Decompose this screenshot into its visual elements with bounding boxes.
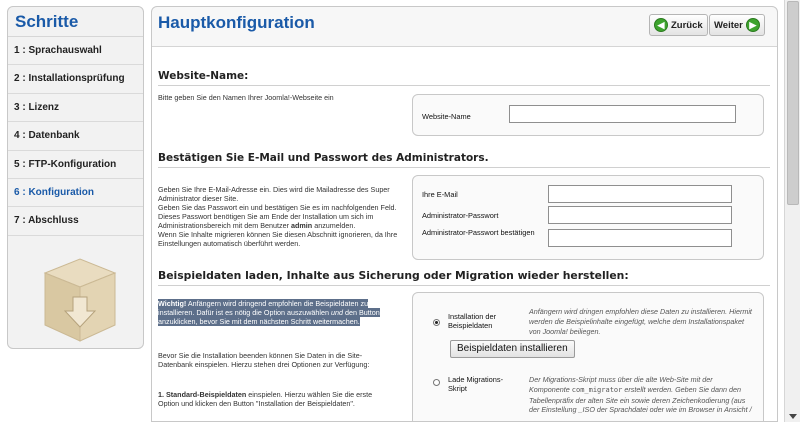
back-button[interactable] <box>649 14 708 36</box>
migration-hint-b: erstellt werden. Geben Sie dann den Tabellenpräfix der alten Site ein sowie deren Zeichenkodierung (aus der Einstellung _ISO der Sprachdatei oder wie im Browser in Ansicht / <box>529 384 752 415</box>
sidebar-item-konfiguration[interactable]: 6 : Konfiguration <box>8 179 143 207</box>
admin-box <box>412 175 764 260</box>
admin-desc-password: Geben Sie das Passwort ein und bestätigen Sie es im nachfolgenden Feld. Dieses Passwort benötigen Sie am Ende der Installation um sich im Administrationsbereich mit dem Benutzer <box>158 203 397 230</box>
radio-install-sample-data[interactable] <box>433 319 440 326</box>
next-button[interactable] <box>709 14 765 36</box>
password-confirm-input[interactable] <box>548 229 732 247</box>
migration-hint-a: Der Migrations-Skript muss über die alte Web-Site mit der Komponente <box>529 375 713 394</box>
site-name-heading: Website-Name: <box>158 70 249 82</box>
admin-desc-email: Geben Sie Ihre E-Mail-Adresse ein. Dies wird die Mailadresse des Super Administrator dieser Site. <box>158 185 390 203</box>
password-label: Administrator-Passwort <box>422 211 499 220</box>
divider <box>158 167 770 168</box>
important-und: und <box>331 308 343 317</box>
radio-install-sample-label: Installation der Beispieldaten <box>448 312 497 330</box>
divider <box>158 285 770 286</box>
email-input[interactable] <box>548 185 732 203</box>
admin-username: admin <box>291 221 313 230</box>
radio-load-migration-label: Lade Migrations-Skript <box>448 375 504 393</box>
radio-load-migration-script[interactable] <box>433 379 440 386</box>
important-text-end: den Button anzuklicken, bevor Sie mit dem nächsten Schritt weitermachen. <box>158 308 380 326</box>
sidebar-title: Schritte <box>8 7 143 37</box>
arrow-left-icon: ◀ <box>654 18 668 32</box>
standard-sample-title: 1. Standard-Beispieldaten <box>158 390 247 399</box>
scroll-down-arrow-icon[interactable] <box>789 414 797 419</box>
arrow-right-icon: ▶ <box>746 18 760 32</box>
site-name-box <box>412 94 764 136</box>
next-button-label: Weiter <box>714 19 743 31</box>
sidebar-item-sprachauswahl[interactable]: 1 : Sprachauswahl <box>8 37 143 65</box>
sample-description: Bevor Sie die Installation beenden können Sie Daten in die Site-Datenbank einspielen. Hierzu stehen drei Optionen zur Verfügung: <box>158 351 370 369</box>
password-confirm-label: Administrator-Passwort bestätigen <box>422 228 535 237</box>
radio-load-migration-hint <box>529 375 755 415</box>
radio-install-sample-hint: Anfängern wird dringen empfohlen diese Daten zu installieren. Hiermit werden die Beispielinhalte eingefügt, welche dem Installationspaket von Joomla! beiliegen. <box>529 307 752 336</box>
site-name-input[interactable] <box>509 105 736 123</box>
site-name-label: Website-Name <box>422 112 471 121</box>
admin-desc-password-end: anzumelden. <box>314 221 356 230</box>
site-name-description: Bitte geben Sie den Namen Ihrer Joomla!-Webseite ein <box>158 93 334 102</box>
steps-sidebar <box>7 6 144 349</box>
admin-heading: Bestätigen Sie E-Mail und Passwort des Administrators. <box>158 152 489 164</box>
page-scrollbar[interactable] <box>784 0 800 422</box>
sidebar-item-lizenz[interactable]: 3 : Lizenz <box>8 94 143 122</box>
divider <box>158 85 770 86</box>
config-form <box>152 46 778 422</box>
email-label: Ihre E-Mail <box>422 190 458 199</box>
admin-description <box>158 185 402 248</box>
admin-desc-migration: Wenn Sie Inhalte migrieren können Sie diesen Abschnitt ignorieren, da Ihre Einstellungen automatisch überführt werden. <box>158 230 398 248</box>
back-button-label: Zurück <box>671 19 703 31</box>
sidebar-item-abschluss[interactable]: 7 : Abschluss <box>8 207 143 235</box>
scrollbar-thumb[interactable] <box>787 1 799 205</box>
important-note <box>158 299 394 326</box>
sample-data-box <box>412 292 764 422</box>
standard-sample-desc: einspielen. Hierzu wählen Sie die erste Option und klicken den Button "Installation der Beispieldaten". <box>158 390 373 408</box>
migration-component-code: com_migrator <box>571 385 623 394</box>
important-label: Wichtig! <box>158 299 187 308</box>
main-panel <box>151 6 778 422</box>
sample-data-heading: Beispieldaten laden, Inhalte aus Sicherung oder Migration wieder herstellen: <box>158 269 629 282</box>
password-input[interactable] <box>548 206 732 224</box>
sidebar-item-datenbank[interactable]: 4 : Datenbank <box>8 122 143 150</box>
install-sample-data-button[interactable]: Beispieldaten installieren <box>450 340 575 358</box>
joomla-box-icon <box>35 255 125 343</box>
important-text: Anfängern wird dringend empfohlen die Beispieldaten zu installieren. Dafür ist es nötig die Option auszuwählen <box>158 299 369 317</box>
page-title: Hauptkonfiguration <box>158 13 315 32</box>
sidebar-item-installationspruefung[interactable]: 2 : Installationsprüfung <box>8 65 143 93</box>
sidebar-item-ftp-konfiguration[interactable]: 5 : FTP-Konfiguration <box>8 151 143 179</box>
standard-sample-option-text <box>158 390 394 408</box>
